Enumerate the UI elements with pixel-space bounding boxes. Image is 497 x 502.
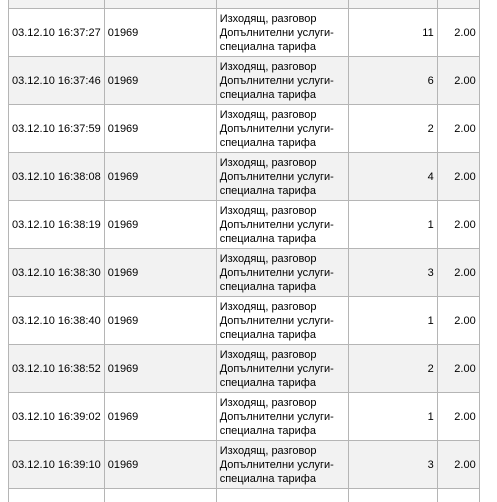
- call-datetime: 03.12.10 16:37:46: [9, 57, 105, 105]
- description-line: Изходящ, разговор: [219, 348, 317, 361]
- called-number: 01969: [104, 297, 216, 345]
- table-row: [9, 153, 480, 201]
- call-description: [216, 345, 348, 393]
- description-line: Допълнителни услуги-: [219, 74, 334, 87]
- called-number: 01969: [104, 441, 216, 489]
- call-description: [216, 105, 348, 153]
- called-number: 01969: [104, 57, 216, 105]
- called-number: 01969: [104, 393, 216, 441]
- table-row: [9, 489, 480, 502]
- call-description: [216, 9, 348, 57]
- description-line: специална тарифа: [219, 280, 316, 293]
- description-line: Допълнителни услуги-: [219, 458, 334, 471]
- call-amount: 2.00: [437, 153, 479, 201]
- description-line: специална тарифа: [219, 136, 316, 149]
- call-description: [216, 441, 348, 489]
- called-number: 01969: [104, 249, 216, 297]
- call-datetime: 03.12.10 16:39:02: [9, 393, 105, 441]
- description-line: Изходящ, разговор: [219, 252, 317, 265]
- called-number: 01969: [104, 153, 216, 201]
- call-duration: 3: [348, 249, 437, 297]
- call-amount: 2.00: [437, 57, 479, 105]
- call-amount: [437, 0, 479, 9]
- call-duration: 11: [348, 9, 437, 57]
- call-amount: 2.00: [437, 249, 479, 297]
- call-datetime: 03.12.10 16:39:10: [9, 441, 105, 489]
- description-line: Допълнителни услуги-: [219, 266, 334, 279]
- description-line: специална тарифа: [219, 88, 316, 101]
- table-row: [9, 57, 480, 105]
- call-duration: 1: [348, 297, 437, 345]
- description-line: Допълнителни услуги-: [219, 314, 334, 327]
- description-line: Изходящ, разговор: [219, 60, 317, 73]
- call-datetime: 03.12.10 16:37:59: [9, 105, 105, 153]
- description-line: Изходящ, разговор: [219, 12, 317, 25]
- call-description: [216, 201, 348, 249]
- call-duration: 3: [348, 441, 437, 489]
- called-number: 01969: [104, 345, 216, 393]
- description-line: специална тарифа: [219, 40, 316, 53]
- called-number: [104, 489, 216, 502]
- call-datetime: 03.12.10 16:38:52: [9, 345, 105, 393]
- description-line: Допълнителни услуги-: [219, 170, 334, 183]
- table-row: [9, 249, 480, 297]
- description-line: Допълнителни услуги-: [219, 122, 334, 135]
- table-row: [9, 0, 480, 9]
- called-number: 01969: [104, 201, 216, 249]
- description-line: Изходящ, разговор: [219, 156, 317, 169]
- call-amount: 2.00: [437, 393, 479, 441]
- call-description: [216, 249, 348, 297]
- call-details-table: [8, 0, 480, 502]
- call-datetime: 03.12.10 16:38:19: [9, 201, 105, 249]
- description-line: специална тарифа: [219, 232, 316, 245]
- table-row: [9, 105, 480, 153]
- call-datetime: 03.12.10 16:38:08: [9, 153, 105, 201]
- description-line: Изходящ, разговор: [219, 396, 317, 409]
- call-description: [216, 297, 348, 345]
- call-duration: 1: [348, 201, 437, 249]
- call-amount: 2.00: [437, 297, 479, 345]
- description-line: Допълнителни услуги-: [219, 218, 334, 231]
- description-line: Изходящ, разговор: [219, 204, 317, 217]
- table-row: [9, 441, 480, 489]
- description-line: специална тарифа: [219, 472, 316, 485]
- table-row: [9, 9, 480, 57]
- table-row: [9, 393, 480, 441]
- call-description: [216, 153, 348, 201]
- call-datetime: 03.12.10 16:38:30: [9, 249, 105, 297]
- call-amount: 2.00: [437, 9, 479, 57]
- call-description: [216, 393, 348, 441]
- call-duration: 2: [348, 105, 437, 153]
- call-description: [216, 0, 348, 9]
- description-line: специална тарифа: [219, 424, 316, 437]
- call-duration: 2: [348, 345, 437, 393]
- call-description: [216, 489, 348, 502]
- description-line: Изходящ, разговор: [219, 300, 317, 313]
- description-line: специална тарифа: [219, 328, 316, 341]
- call-duration: [348, 0, 437, 9]
- description-line: специална тарифа: [219, 376, 316, 389]
- call-datetime: 03.12.10 16:37:27: [9, 9, 105, 57]
- call-duration: [348, 489, 437, 502]
- call-description: [216, 57, 348, 105]
- table-row: [9, 297, 480, 345]
- call-amount: 2.00: [437, 441, 479, 489]
- description-line: Допълнителни услуги-: [219, 26, 334, 39]
- call-duration: 6: [348, 57, 437, 105]
- description-line: специална тарифа: [219, 184, 316, 197]
- table-row: [9, 201, 480, 249]
- called-number: [104, 0, 216, 9]
- call-duration: 4: [348, 153, 437, 201]
- description-line: Изходящ, разговор: [219, 108, 317, 121]
- call-amount: 2.00: [437, 201, 479, 249]
- call-amount: [437, 489, 479, 502]
- table-row: [9, 345, 480, 393]
- called-number: 01969: [104, 105, 216, 153]
- called-number: 01969: [104, 9, 216, 57]
- description-line: Допълнителни услуги-: [219, 362, 334, 375]
- call-datetime: [9, 489, 105, 502]
- call-amount: 2.00: [437, 345, 479, 393]
- call-datetime: [9, 0, 105, 9]
- call-amount: 2.00: [437, 105, 479, 153]
- description-line: Допълнителни услуги-: [219, 410, 334, 423]
- call-datetime: 03.12.10 16:38:40: [9, 297, 105, 345]
- call-duration: 1: [348, 393, 437, 441]
- description-line: Изходящ, разговор: [219, 444, 317, 457]
- call-rows: [9, 0, 480, 502]
